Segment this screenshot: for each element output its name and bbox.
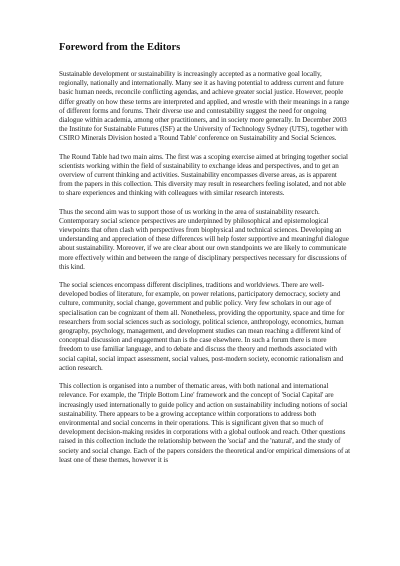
paragraph-5: This collection is organised into a number of thematic areas, with both national and international relevance. For example, the 'Triple Bottom Line' framework and the concept of 'Social Capital' are increasingly used internationally to guide policy and action on sustainability including notions of social sustainability. There appears to be a growing acceptance within corporations to address both environmental and social concerns in their operations. This is significant given that so much of development decision-making resides in corporations with a global outlook and reach. Other questions raised in this collection include the relationship between the 'social' and the 'natural', and the study of society and social change. Each of the papers considers the theoretical and/or empirical dimensions of at least one of these themes, however it is — [59, 382, 351, 464]
page-title: Foreword from the Editors — [59, 42, 181, 53]
body-text — [59, 70, 351, 474]
paragraph-1: Sustainable development or sustainability is increasingly accepted as a normative goal locally, regionally, nationally and internationally. Many see it as having potential to address current and future basic human needs, reconcile conflicting agendas, and achieve greater social justice. However, people differ greatly on how these terms are interpreted and applied, and wrestle with their meanings in a range of different forms and forums. Their diverse use and contestability suggest the need for ongoing dialogue within academia, among other practitioners, and in society more generally. In December 2003 the Institute for Sustainable Futures (ISF) at the University of Technology Sydney (UTS), together with CSIRO Minerals Division hosted a 'Round Table' conference on Sustainability and Social Sciences. — [59, 70, 350, 143]
paragraph-3: Thus the second aim was to support those of us working in the area of sustainability research. Contemporary social science perspectives are underpinned by philosophical and epistemological viewpoints that often clash with perspectives from biophysical and technical sciences. Developing an understanding and appreciation of these differences will help foster supportive and meaningful dialogue about sustainability. Moreover, if we are clear about our own standpoints we are likely to communicate more effectively within and between the range of disciplinary perspectives necessary for discussions of this kind. — [59, 207, 349, 271]
paragraph-4: The social sciences encompass different disciplines, traditions and worldviews. There are well-developed bodies of literature, for example, on power relations, participatory democracy, society and culture, community, social change, government and public policy. Very few scholars in our age of specialisation can be cognizant of them all. Nonetheless, providing the opportunity, space and time for researchers from social sciences such as sociology, political science, anthropology, economics, human geography, psychology, management, and development studies can mean reaching a different kind of conceptual discussion and engagement than is the case elsewhere. In such a forum there is more freedom to use familiar language, and to debate and discuss the theory and methods associated with social capital, social impact assessment, social values, post-modern society, economic rationalism and action research. — [59, 281, 345, 372]
paragraph-2: The Round Table had two main aims. The first was a scoping exercise aimed at bringing together social scientists working within the field of sustainability to exchange ideas and perspectives, and to get an overview of current thinking and activities. Sustainability encompasses diverse areas, as is apparent from the papers in this collection. This diversity may result in researchers feeling isolated, and not able to share experiences and thinking with colleagues with similar research interests. — [59, 152, 348, 198]
